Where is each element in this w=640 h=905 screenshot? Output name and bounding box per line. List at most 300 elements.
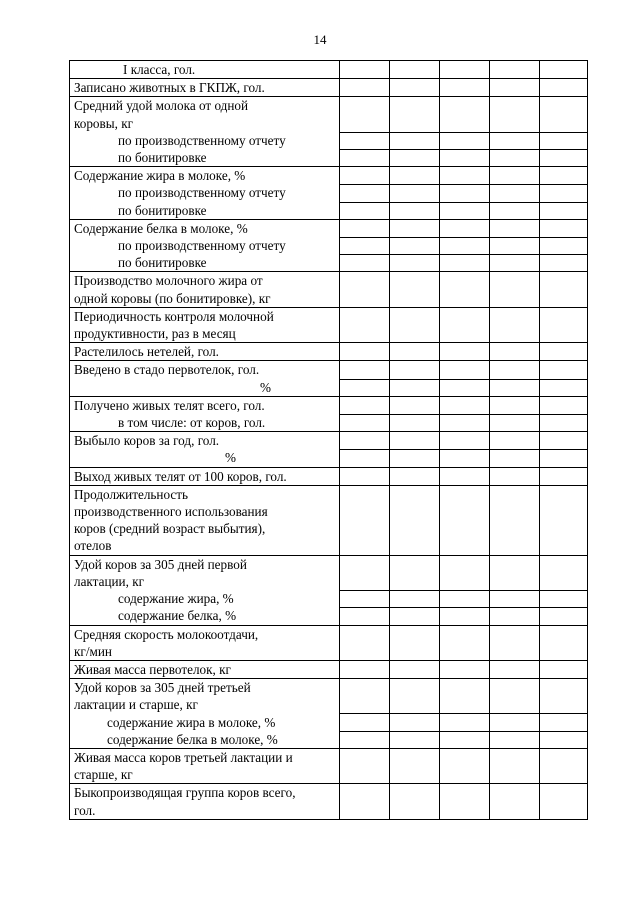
value-subcell[interactable] — [390, 679, 439, 696]
value-subcell[interactable] — [340, 468, 389, 485]
value-subcell[interactable] — [490, 290, 539, 307]
value-subcell[interactable] — [390, 731, 439, 748]
value-cell[interactable] — [340, 748, 390, 783]
value-cell[interactable] — [440, 555, 490, 625]
value-subcell[interactable] — [340, 661, 389, 678]
value-cell[interactable] — [540, 660, 588, 678]
value-subcell[interactable] — [540, 432, 587, 449]
value-subcell[interactable] — [340, 679, 389, 696]
value-subcell[interactable] — [440, 537, 489, 554]
value-subcell[interactable] — [440, 731, 489, 748]
value-subcell[interactable] — [340, 132, 389, 149]
value-subcell[interactable] — [390, 115, 439, 132]
value-subcell[interactable] — [390, 573, 439, 590]
value-subcell[interactable] — [340, 290, 389, 307]
value-cell[interactable] — [440, 432, 490, 467]
value-subcell[interactable] — [490, 432, 539, 449]
value-subcell[interactable] — [490, 520, 539, 537]
value-cell[interactable] — [540, 396, 588, 431]
value-subcell[interactable] — [440, 361, 489, 378]
value-subcell[interactable] — [390, 643, 439, 660]
value-subcell[interactable] — [490, 237, 539, 254]
value-subcell[interactable] — [340, 449, 389, 466]
value-subcell[interactable] — [340, 308, 389, 325]
value-subcell[interactable] — [440, 503, 489, 520]
value-subcell[interactable] — [540, 414, 587, 431]
value-subcell[interactable] — [390, 414, 439, 431]
value-subcell[interactable] — [540, 696, 587, 713]
value-cell[interactable] — [540, 679, 588, 749]
value-subcell[interactable] — [490, 556, 539, 573]
value-subcell[interactable] — [490, 343, 539, 360]
value-subcell[interactable] — [540, 520, 587, 537]
value-cell[interactable] — [390, 272, 440, 307]
value-subcell[interactable] — [390, 590, 439, 607]
value-subcell[interactable] — [390, 343, 439, 360]
value-subcell[interactable] — [490, 61, 539, 78]
value-subcell[interactable] — [490, 766, 539, 783]
value-subcell[interactable] — [340, 766, 389, 783]
value-subcell[interactable] — [490, 537, 539, 554]
value-subcell[interactable] — [540, 361, 587, 378]
value-subcell[interactable] — [490, 272, 539, 289]
value-subcell[interactable] — [540, 449, 587, 466]
value-cell[interactable] — [490, 219, 540, 272]
value-subcell[interactable] — [340, 237, 389, 254]
value-subcell[interactable] — [440, 184, 489, 201]
value-subcell[interactable] — [490, 167, 539, 184]
value-subcell[interactable] — [490, 361, 539, 378]
value-subcell[interactable] — [490, 679, 539, 696]
value-cell[interactable] — [340, 467, 390, 485]
value-subcell[interactable] — [390, 132, 439, 149]
value-cell[interactable] — [440, 396, 490, 431]
value-cell[interactable] — [340, 555, 390, 625]
value-subcell[interactable] — [340, 432, 389, 449]
value-subcell[interactable] — [340, 556, 389, 573]
value-subcell[interactable] — [440, 254, 489, 271]
value-subcell[interactable] — [540, 626, 587, 643]
value-subcell[interactable] — [540, 79, 587, 96]
value-subcell[interactable] — [490, 607, 539, 624]
value-subcell[interactable] — [390, 379, 439, 396]
value-cell[interactable] — [390, 167, 440, 220]
value-subcell[interactable] — [440, 149, 489, 166]
value-subcell[interactable] — [440, 661, 489, 678]
value-subcell[interactable] — [340, 784, 389, 801]
value-cell[interactable] — [490, 625, 540, 660]
value-subcell[interactable] — [540, 784, 587, 801]
value-subcell[interactable] — [340, 590, 389, 607]
value-cell[interactable] — [540, 97, 588, 167]
value-subcell[interactable] — [540, 61, 587, 78]
value-cell[interactable] — [440, 79, 490, 97]
value-subcell[interactable] — [540, 97, 587, 114]
value-cell[interactable] — [490, 485, 540, 555]
value-cell[interactable] — [490, 555, 540, 625]
value-subcell[interactable] — [440, 61, 489, 78]
value-subcell[interactable] — [540, 149, 587, 166]
value-cell[interactable] — [440, 343, 490, 361]
value-subcell[interactable] — [440, 414, 489, 431]
value-cell[interactable] — [440, 660, 490, 678]
value-subcell[interactable] — [390, 468, 439, 485]
value-subcell[interactable] — [440, 272, 489, 289]
value-subcell[interactable] — [490, 626, 539, 643]
value-cell[interactable] — [340, 660, 390, 678]
value-subcell[interactable] — [540, 486, 587, 503]
value-cell[interactable] — [390, 343, 440, 361]
value-subcell[interactable] — [390, 254, 439, 271]
value-subcell[interactable] — [540, 749, 587, 766]
value-cell[interactable] — [390, 467, 440, 485]
value-subcell[interactable] — [390, 325, 439, 342]
value-cell[interactable] — [540, 555, 588, 625]
value-cell[interactable] — [390, 485, 440, 555]
value-cell[interactable] — [340, 272, 390, 307]
value-subcell[interactable] — [440, 397, 489, 414]
value-subcell[interactable] — [390, 308, 439, 325]
value-cell[interactable] — [390, 396, 440, 431]
value-subcell[interactable] — [540, 713, 587, 730]
value-cell[interactable] — [440, 61, 490, 79]
value-cell[interactable] — [390, 79, 440, 97]
value-cell[interactable] — [440, 167, 490, 220]
value-subcell[interactable] — [340, 503, 389, 520]
value-subcell[interactable] — [490, 468, 539, 485]
value-cell[interactable] — [490, 343, 540, 361]
value-subcell[interactable] — [540, 379, 587, 396]
value-cell[interactable] — [440, 485, 490, 555]
value-subcell[interactable] — [540, 503, 587, 520]
value-subcell[interactable] — [440, 379, 489, 396]
value-cell[interactable] — [440, 679, 490, 749]
value-cell[interactable] — [340, 219, 390, 272]
value-subcell[interactable] — [440, 626, 489, 643]
value-cell[interactable] — [540, 485, 588, 555]
value-subcell[interactable] — [390, 503, 439, 520]
value-subcell[interactable] — [440, 79, 489, 96]
value-subcell[interactable] — [540, 643, 587, 660]
value-subcell[interactable] — [490, 503, 539, 520]
value-subcell[interactable] — [490, 79, 539, 96]
value-subcell[interactable] — [390, 290, 439, 307]
value-subcell[interactable] — [540, 167, 587, 184]
value-subcell[interactable] — [340, 414, 389, 431]
value-subcell[interactable] — [440, 573, 489, 590]
value-subcell[interactable] — [340, 713, 389, 730]
value-subcell[interactable] — [340, 115, 389, 132]
value-subcell[interactable] — [340, 361, 389, 378]
value-subcell[interactable] — [390, 607, 439, 624]
value-cell[interactable] — [490, 272, 540, 307]
value-subcell[interactable] — [390, 397, 439, 414]
value-subcell[interactable] — [340, 520, 389, 537]
value-cell[interactable] — [340, 167, 390, 220]
value-subcell[interactable] — [490, 202, 539, 219]
value-subcell[interactable] — [540, 237, 587, 254]
value-subcell[interactable] — [540, 590, 587, 607]
value-subcell[interactable] — [340, 696, 389, 713]
value-subcell[interactable] — [440, 784, 489, 801]
value-cell[interactable] — [540, 307, 588, 342]
value-subcell[interactable] — [390, 626, 439, 643]
value-cell[interactable] — [340, 396, 390, 431]
value-cell[interactable] — [340, 361, 390, 396]
value-subcell[interactable] — [340, 220, 389, 237]
value-subcell[interactable] — [540, 661, 587, 678]
value-subcell[interactable] — [440, 290, 489, 307]
value-subcell[interactable] — [340, 802, 389, 819]
value-cell[interactable] — [540, 79, 588, 97]
value-subcell[interactable] — [340, 272, 389, 289]
value-subcell[interactable] — [440, 167, 489, 184]
value-cell[interactable] — [440, 272, 490, 307]
value-subcell[interactable] — [490, 696, 539, 713]
value-subcell[interactable] — [540, 254, 587, 271]
value-subcell[interactable] — [340, 379, 389, 396]
value-subcell[interactable] — [390, 272, 439, 289]
value-cell[interactable] — [490, 432, 540, 467]
value-subcell[interactable] — [490, 220, 539, 237]
value-subcell[interactable] — [490, 486, 539, 503]
value-subcell[interactable] — [540, 308, 587, 325]
value-cell[interactable] — [540, 167, 588, 220]
value-subcell[interactable] — [490, 184, 539, 201]
value-cell[interactable] — [340, 784, 390, 819]
value-cell[interactable] — [340, 97, 390, 167]
value-subcell[interactable] — [440, 679, 489, 696]
value-subcell[interactable] — [390, 220, 439, 237]
value-subcell[interactable] — [540, 731, 587, 748]
value-subcell[interactable] — [490, 97, 539, 114]
value-cell[interactable] — [390, 679, 440, 749]
value-subcell[interactable] — [390, 184, 439, 201]
value-cell[interactable] — [540, 219, 588, 272]
value-subcell[interactable] — [390, 556, 439, 573]
value-subcell[interactable] — [540, 272, 587, 289]
value-cell[interactable] — [440, 748, 490, 783]
value-subcell[interactable] — [340, 61, 389, 78]
value-subcell[interactable] — [340, 325, 389, 342]
value-subcell[interactable] — [540, 556, 587, 573]
value-cell[interactable] — [390, 219, 440, 272]
value-subcell[interactable] — [540, 468, 587, 485]
value-cell[interactable] — [490, 61, 540, 79]
value-subcell[interactable] — [440, 97, 489, 114]
value-cell[interactable] — [540, 61, 588, 79]
value-subcell[interactable] — [340, 731, 389, 748]
value-subcell[interactable] — [490, 784, 539, 801]
value-subcell[interactable] — [490, 115, 539, 132]
value-cell[interactable] — [390, 307, 440, 342]
value-subcell[interactable] — [390, 802, 439, 819]
value-subcell[interactable] — [340, 643, 389, 660]
value-subcell[interactable] — [340, 202, 389, 219]
value-subcell[interactable] — [440, 766, 489, 783]
value-subcell[interactable] — [540, 766, 587, 783]
value-subcell[interactable] — [440, 237, 489, 254]
value-subcell[interactable] — [440, 556, 489, 573]
value-subcell[interactable] — [440, 696, 489, 713]
value-cell[interactable] — [540, 361, 588, 396]
value-subcell[interactable] — [340, 626, 389, 643]
value-subcell[interactable] — [490, 643, 539, 660]
value-cell[interactable] — [390, 61, 440, 79]
value-subcell[interactable] — [540, 184, 587, 201]
value-subcell[interactable] — [340, 573, 389, 590]
value-subcell[interactable] — [390, 361, 439, 378]
value-subcell[interactable] — [440, 432, 489, 449]
value-subcell[interactable] — [340, 167, 389, 184]
value-subcell[interactable] — [440, 749, 489, 766]
value-subcell[interactable] — [490, 661, 539, 678]
value-cell[interactable] — [490, 79, 540, 97]
value-subcell[interactable] — [340, 97, 389, 114]
value-cell[interactable] — [390, 555, 440, 625]
value-subcell[interactable] — [490, 132, 539, 149]
value-cell[interactable] — [390, 97, 440, 167]
value-cell[interactable] — [490, 97, 540, 167]
value-subcell[interactable] — [390, 749, 439, 766]
value-cell[interactable] — [390, 748, 440, 783]
value-subcell[interactable] — [490, 573, 539, 590]
value-subcell[interactable] — [390, 696, 439, 713]
value-subcell[interactable] — [490, 414, 539, 431]
value-subcell[interactable] — [490, 379, 539, 396]
value-cell[interactable] — [490, 361, 540, 396]
value-subcell[interactable] — [440, 607, 489, 624]
value-subcell[interactable] — [340, 254, 389, 271]
value-subcell[interactable] — [390, 766, 439, 783]
value-cell[interactable] — [340, 679, 390, 749]
value-subcell[interactable] — [390, 432, 439, 449]
value-cell[interactable] — [540, 272, 588, 307]
value-cell[interactable] — [440, 97, 490, 167]
value-cell[interactable] — [490, 396, 540, 431]
value-subcell[interactable] — [540, 679, 587, 696]
value-subcell[interactable] — [490, 325, 539, 342]
value-cell[interactable] — [340, 307, 390, 342]
value-subcell[interactable] — [440, 643, 489, 660]
value-cell[interactable] — [340, 625, 390, 660]
value-subcell[interactable] — [440, 343, 489, 360]
value-cell[interactable] — [440, 467, 490, 485]
value-subcell[interactable] — [390, 449, 439, 466]
value-cell[interactable] — [390, 625, 440, 660]
value-cell[interactable] — [540, 343, 588, 361]
value-subcell[interactable] — [490, 731, 539, 748]
value-subcell[interactable] — [440, 802, 489, 819]
value-subcell[interactable] — [340, 79, 389, 96]
value-cell[interactable] — [540, 748, 588, 783]
value-cell[interactable] — [440, 361, 490, 396]
value-subcell[interactable] — [540, 397, 587, 414]
value-subcell[interactable] — [390, 537, 439, 554]
value-subcell[interactable] — [340, 607, 389, 624]
value-subcell[interactable] — [440, 449, 489, 466]
value-subcell[interactable] — [390, 97, 439, 114]
value-subcell[interactable] — [490, 590, 539, 607]
value-subcell[interactable] — [390, 167, 439, 184]
value-subcell[interactable] — [490, 254, 539, 271]
value-subcell[interactable] — [440, 115, 489, 132]
value-subcell[interactable] — [490, 449, 539, 466]
value-cell[interactable] — [440, 625, 490, 660]
value-subcell[interactable] — [540, 115, 587, 132]
value-subcell[interactable] — [540, 343, 587, 360]
value-subcell[interactable] — [440, 308, 489, 325]
value-subcell[interactable] — [540, 132, 587, 149]
value-cell[interactable] — [490, 679, 540, 749]
value-subcell[interactable] — [490, 308, 539, 325]
value-subcell[interactable] — [490, 749, 539, 766]
value-cell[interactable] — [490, 307, 540, 342]
value-cell[interactable] — [440, 307, 490, 342]
value-subcell[interactable] — [390, 661, 439, 678]
value-subcell[interactable] — [390, 202, 439, 219]
value-subcell[interactable] — [390, 79, 439, 96]
value-subcell[interactable] — [540, 537, 587, 554]
value-cell[interactable] — [540, 467, 588, 485]
value-subcell[interactable] — [540, 607, 587, 624]
value-subcell[interactable] — [440, 220, 489, 237]
value-subcell[interactable] — [540, 202, 587, 219]
value-subcell[interactable] — [490, 802, 539, 819]
value-subcell[interactable] — [440, 468, 489, 485]
value-cell[interactable] — [390, 660, 440, 678]
value-subcell[interactable] — [540, 290, 587, 307]
value-cell[interactable] — [490, 167, 540, 220]
value-subcell[interactable] — [390, 237, 439, 254]
value-cell[interactable] — [490, 784, 540, 819]
value-cell[interactable] — [540, 432, 588, 467]
value-subcell[interactable] — [440, 486, 489, 503]
value-subcell[interactable] — [540, 573, 587, 590]
value-subcell[interactable] — [440, 132, 489, 149]
value-subcell[interactable] — [440, 520, 489, 537]
value-subcell[interactable] — [390, 149, 439, 166]
value-subcell[interactable] — [490, 713, 539, 730]
value-cell[interactable] — [340, 61, 390, 79]
value-subcell[interactable] — [490, 149, 539, 166]
value-subcell[interactable] — [340, 184, 389, 201]
value-subcell[interactable] — [340, 749, 389, 766]
value-cell[interactable] — [540, 625, 588, 660]
value-subcell[interactable] — [540, 325, 587, 342]
value-cell[interactable] — [440, 219, 490, 272]
value-subcell[interactable] — [540, 220, 587, 237]
value-cell[interactable] — [390, 784, 440, 819]
value-cell[interactable] — [340, 79, 390, 97]
value-subcell[interactable] — [440, 325, 489, 342]
value-subcell[interactable] — [540, 802, 587, 819]
value-cell[interactable] — [540, 784, 588, 819]
value-subcell[interactable] — [390, 61, 439, 78]
value-cell[interactable] — [340, 432, 390, 467]
value-cell[interactable] — [440, 784, 490, 819]
value-cell[interactable] — [340, 343, 390, 361]
value-cell[interactable] — [490, 467, 540, 485]
value-subcell[interactable] — [440, 590, 489, 607]
value-cell[interactable] — [490, 660, 540, 678]
value-subcell[interactable] — [440, 713, 489, 730]
value-cell[interactable] — [340, 485, 390, 555]
value-subcell[interactable] — [440, 202, 489, 219]
value-subcell[interactable] — [390, 520, 439, 537]
value-subcell[interactable] — [390, 713, 439, 730]
value-cell[interactable] — [490, 748, 540, 783]
